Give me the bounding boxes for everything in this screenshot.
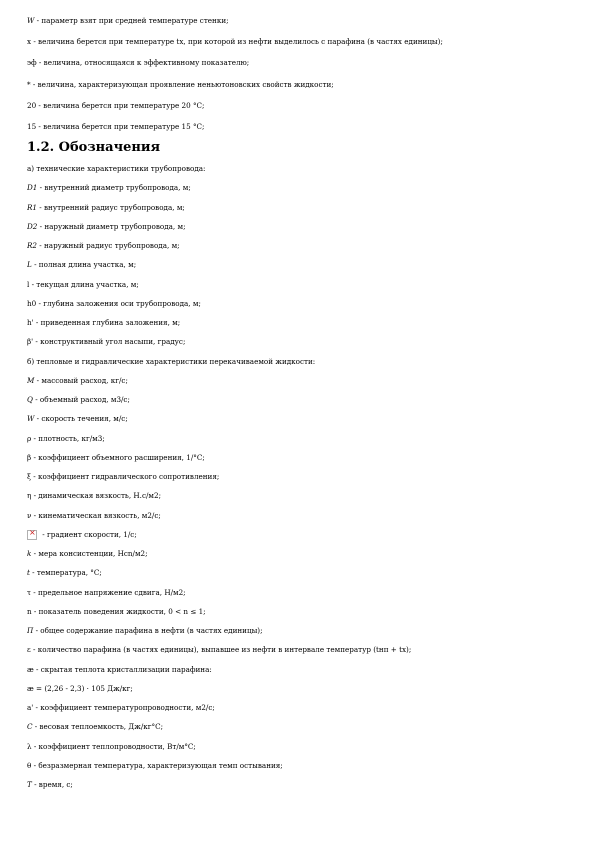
text-line xyxy=(27,780,575,790)
text-line xyxy=(27,395,575,405)
definition-text: ξ - коэффициент гидравлического сопротивления; xyxy=(27,472,220,481)
text-line xyxy=(27,122,575,132)
definition-text: β' - конструктивный угол насыпи, градус; xyxy=(27,337,186,346)
definition-text: η - динамическая вязкость, Н.с/м2; xyxy=(27,491,161,500)
text-line xyxy=(27,337,575,347)
text-line xyxy=(27,665,575,675)
definition-text: - температура, °С; xyxy=(29,568,102,577)
text-line xyxy=(27,357,575,367)
text-line xyxy=(27,280,575,290)
text-line xyxy=(27,414,575,424)
definition-text: ρ - плотность, кг/м3; xyxy=(27,434,105,443)
text-line xyxy=(27,511,575,521)
definition-text: - скорость течения, м/с; xyxy=(34,414,128,423)
text-line xyxy=(27,376,575,386)
symbol: W xyxy=(27,414,35,423)
symbol: R2 xyxy=(27,241,37,250)
definition-text: - массовый расход, кг/с; xyxy=(34,376,128,385)
definition-text: - параметр взят при средней температуре стенки; xyxy=(34,16,229,25)
text-line xyxy=(27,203,575,213)
symbol: C xyxy=(27,722,33,731)
text-line xyxy=(27,530,575,540)
definition-text: - внутренний диаметр трубопровода, м; xyxy=(37,183,191,192)
definition-text: x - величина берется при температуре tx, при которой из нефти выделилось с парафина (в частях единицы); xyxy=(27,37,443,46)
definition-text: - объемный расход, м3/с; xyxy=(32,395,130,404)
symbol: R1 xyxy=(27,203,37,212)
text-line xyxy=(27,549,575,559)
symbol: W xyxy=(27,16,35,25)
symbol: D2 xyxy=(27,222,38,231)
symbol: t xyxy=(27,568,30,577)
text-line xyxy=(27,568,575,578)
definition-text: æ = (2,26 - 2,3) · 105 Дж/кг; xyxy=(27,684,133,693)
definition-text: * - величина, характеризующая проявление неньютоновских свойств жидкости; xyxy=(27,80,334,89)
definition-text: а) технические характеристики трубопровода: xyxy=(27,164,206,173)
definition-text: 20 - величина берется при температуре 20 °С; xyxy=(27,101,205,110)
definition-text: τ - предельное напряжение сдвига, Н/м2; xyxy=(27,588,186,597)
text-line xyxy=(27,434,575,444)
definition-text: l - текущая длина участка, м; xyxy=(27,280,139,289)
definition-text: ν - кинематическая вязкость, м2/с; xyxy=(27,511,161,520)
text-line xyxy=(27,16,575,26)
definition-text: h0 - глубина заложения оси трубопровода, м; xyxy=(27,299,201,308)
text-line xyxy=(27,607,575,617)
broken-image-icon xyxy=(27,530,37,540)
text-line xyxy=(27,183,575,193)
symbol: П xyxy=(27,626,34,635)
definition-text: - время, с; xyxy=(31,780,73,789)
text-line xyxy=(27,299,575,309)
text-line xyxy=(27,761,575,771)
definition-text: эф - величина, относящаяся к эффективному показателю; xyxy=(27,58,250,67)
definition-text: β - коэффициент объемного расширения, 1/°С; xyxy=(27,453,205,462)
text-line xyxy=(27,645,575,655)
text-line xyxy=(27,703,575,713)
definition-text: λ - коэффициент теплопроводности, Вт/м°С; xyxy=(27,742,196,751)
definition-text: - внутренний радиус трубопровода, м; xyxy=(37,203,185,212)
definition-text: - общее содержание парафина в нефти (в частях единицы); xyxy=(33,626,263,635)
definition-text: a' - коэффициент температуропроводности, м2/с; xyxy=(27,703,215,712)
definition-text: - полная длина участка, м; xyxy=(31,260,137,269)
text-line xyxy=(27,37,575,47)
definition-text: 15 - величина берется при температуре 15 °С; xyxy=(27,122,205,131)
definition-text: - весовая теплоемкость, Дж/кг°С; xyxy=(32,722,164,731)
definition-text: - наружный радиус трубопровода, м; xyxy=(37,241,180,250)
symbol: L xyxy=(27,260,32,269)
text-line xyxy=(27,58,575,68)
definition-text: θ - безразмерная температура, характеризующая темп остывания; xyxy=(27,761,283,770)
text-line xyxy=(27,222,575,232)
text-line xyxy=(27,80,575,90)
text-line xyxy=(27,472,575,482)
text-line xyxy=(27,318,575,328)
symbol: Q xyxy=(27,395,33,404)
definition-text: n - показатель поведения жидкости, 0 < n ≤ 1; xyxy=(27,607,206,616)
definition-text: - градиент скорости, 1/с; xyxy=(40,530,137,539)
symbol: k xyxy=(27,549,32,558)
definition-text: h' - приведенная глубина заложения, м; xyxy=(27,318,181,327)
text-line xyxy=(27,722,575,732)
definition-text: б) тепловые и гидравлические характеристики перекачиваемой жидкости: xyxy=(27,357,316,366)
text-line xyxy=(27,626,575,636)
text-line xyxy=(27,241,575,251)
text-line xyxy=(27,742,575,752)
definition-text: æ - скрытая теплота кристаллизации парафина: xyxy=(27,665,212,674)
symbol: D1 xyxy=(27,183,38,192)
definition-text: ε - количество парафина (в частях единицы), выпавшее из нефти в интервале температур (tнп + tx); xyxy=(27,645,412,654)
definition-text: - мера консистенции, Нсn/м2; xyxy=(31,549,148,558)
text-line xyxy=(27,684,575,694)
text-line xyxy=(27,491,575,501)
text-line xyxy=(27,588,575,598)
symbol: M xyxy=(27,376,35,385)
text-line xyxy=(27,101,575,111)
symbol: T xyxy=(27,780,32,789)
text-line xyxy=(27,164,575,174)
text-line xyxy=(27,453,575,463)
section-heading: 1.2. Обозначения xyxy=(27,140,161,155)
definition-text: - наружный диаметр трубопровода, м; xyxy=(37,222,186,231)
text-line xyxy=(27,260,575,270)
